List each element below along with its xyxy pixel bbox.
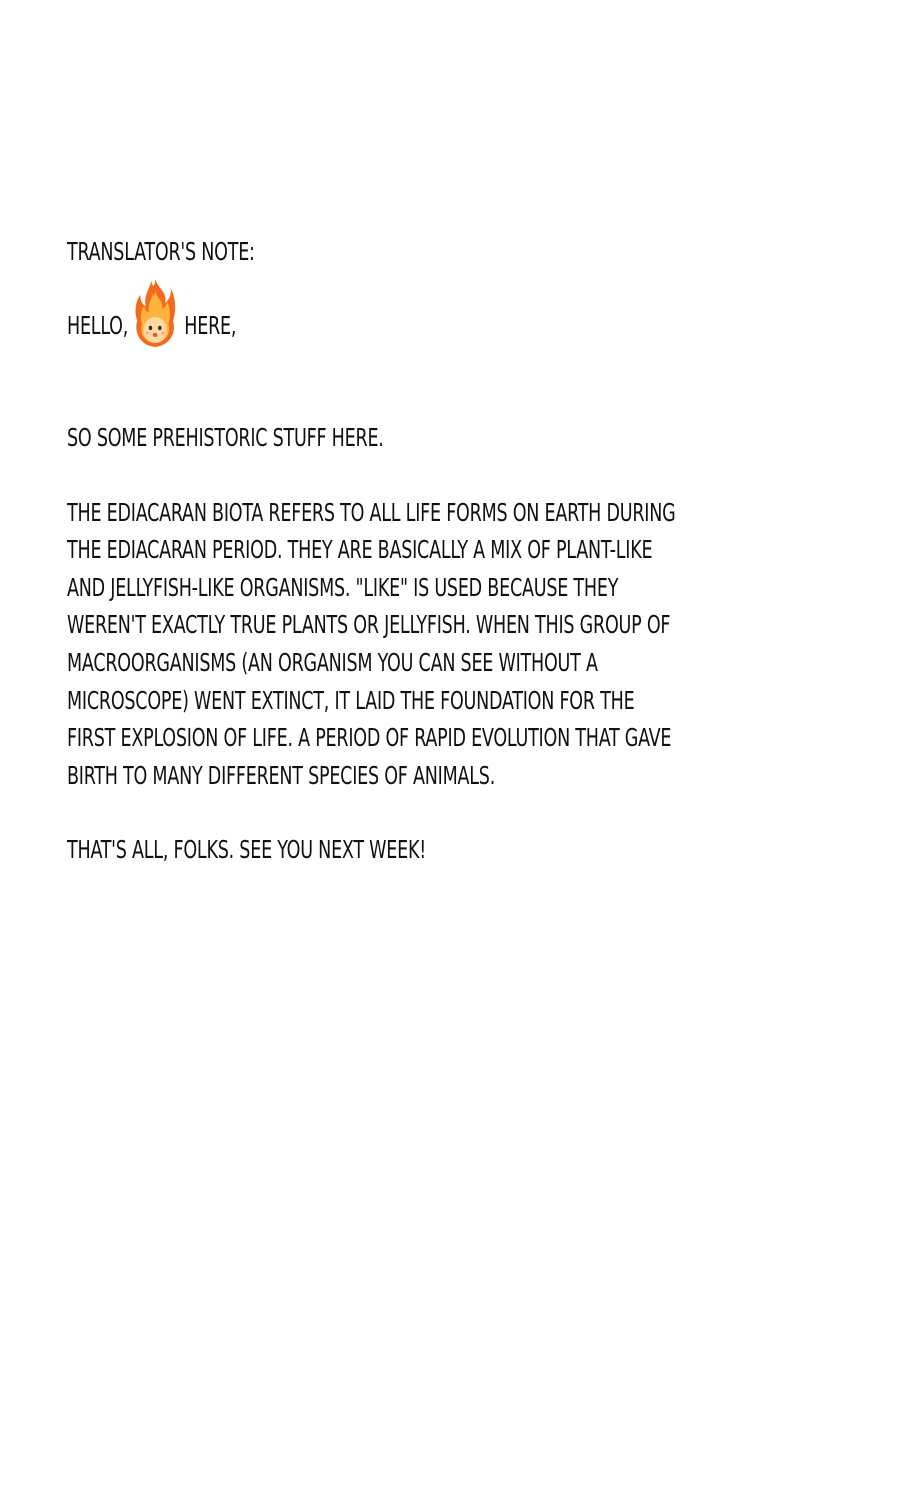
paragraph-line: FIRST EXPLOSION OF LIFE. A PERIOD OF RAPID EVOLUTION THAT GAVE <box>67 723 672 753</box>
paragraph-ediacaran <box>67 494 675 795</box>
paragraph-line: THE EDIACARAN BIOTA REFERS TO ALL LIFE FORMS ON EARTH DURING <box>67 497 676 527</box>
note-heading: TRANSLATOR'S NOTE: <box>67 237 255 266</box>
paragraph-line: WEREN'T EXACTLY TRUE PLANTS OR JELLYFISH. WHEN THIS GROUP OF <box>67 610 671 640</box>
fire-mascot-icon <box>133 277 178 349</box>
paragraph-signoff: THAT'S ALL, FOLKS. SEE YOU NEXT WEEK! <box>67 835 427 865</box>
paragraph-line: THE EDIACARAN PERIOD. THEY ARE BASICALLY A MIX OF PLANT-LIKE <box>67 535 653 565</box>
greeting-here: HERE, <box>184 311 237 340</box>
greeting-line <box>67 306 675 346</box>
translator-note <box>67 233 847 869</box>
greeting-hello: HELLO, <box>67 311 129 340</box>
paragraph-line: MACROORGANISMS (AN ORGANISM YOU CAN SEE WITHOUT A <box>67 647 598 677</box>
paragraph-line: AND JELLYFISH-LIKE ORGANISMS. "LIKE" IS USED BECAUSE THEY <box>67 572 619 602</box>
paragraph-line: BIRTH TO MANY DIFFERENT SPECIES OF ANIMALS. <box>67 760 496 790</box>
paragraph-intro: SO SOME PREHISTORIC STUFF HERE. <box>67 423 384 452</box>
paragraph-line: MICROSCOPE) WENT EXTINCT, IT LAID THE FOUNDATION FOR THE <box>67 685 635 715</box>
